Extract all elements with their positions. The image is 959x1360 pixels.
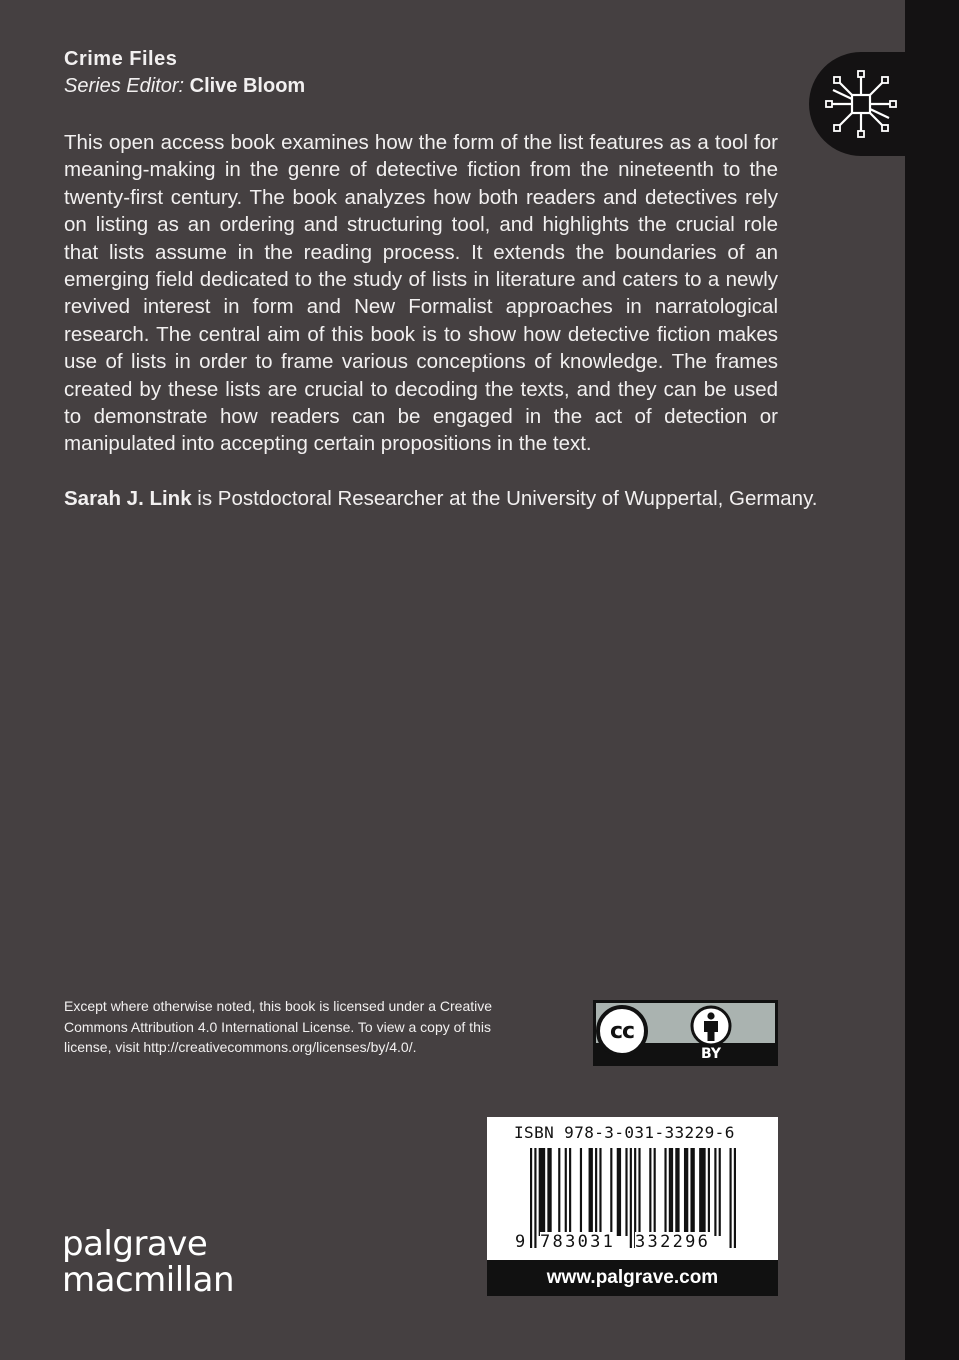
barcode-bar [617, 1148, 621, 1236]
cc-icon [596, 1005, 648, 1057]
attribution-person-icon [690, 1005, 732, 1047]
cc-symbol: cc [609, 1018, 635, 1044]
barcode-bar [649, 1148, 651, 1236]
barcode-bar [719, 1148, 721, 1236]
palgrave-logo-badge [809, 52, 909, 156]
series-editor-name: Clive Bloom [189, 75, 306, 97]
barcode-bar [595, 1148, 597, 1236]
author-bio-text: is Postdoctoral Researcher at the University of Wuppertal, Germany. [191, 487, 818, 510]
series-editor [64, 75, 305, 98]
barcode-bar [610, 1148, 612, 1236]
barcode-bar [708, 1148, 710, 1236]
publisher-website: www.palgrave.com [487, 1260, 778, 1296]
barcode-bar [565, 1148, 567, 1236]
barcode-bar [580, 1148, 582, 1236]
barcode-bar [539, 1148, 546, 1236]
ean-left-digits: 783031 [540, 1232, 616, 1252]
ean-first-digit: 9 [515, 1232, 526, 1252]
barcode-bar [547, 1148, 551, 1236]
barcode-bar [654, 1148, 656, 1236]
barcode-bar [534, 1148, 536, 1248]
barcode-bar [714, 1148, 716, 1236]
barcode-bar [699, 1148, 706, 1236]
barcode-bar [558, 1148, 560, 1236]
barcode-bar [729, 1148, 731, 1248]
barcode-bar [530, 1148, 532, 1248]
book-spine [905, 0, 959, 1360]
barcode-bar [589, 1148, 593, 1236]
barcode-bar [664, 1148, 666, 1236]
series-title: Crime Files [64, 48, 178, 70]
by-label: BY [700, 1046, 722, 1062]
barcode-bar [734, 1148, 736, 1248]
network-node-icon [823, 66, 899, 142]
publisher-logo [62, 1226, 234, 1298]
book-description: This open access book examines how the form of the list features as a tool for meaning-making in the genre of detective fiction from the nineteenth to the twenty-first century. The book analyzes how both readers and detectives rely on listing as an ordering and structuring tool, and highlights the crucial role that lists assume in the reading process. It extends the boundaries of an emerging field dedicated to the study of lists in literature and caters to a newly revived interest in form and New Formalist approaches in narratological research. The central aim of this book is to show how detective fiction makes use of lists in order to frame various conceptions of knowledge. The frames created by these lists are crucial to decoding the texts, and they can be used to demonstrate how readers can be engaged in the act of detection or manipulated into accepting certain propositions in the text. [64, 131, 778, 456]
cc-by-badge [593, 1000, 778, 1066]
barcode-bar [630, 1148, 632, 1248]
isbn-number: ISBN 978-3-031-33229-6 [514, 1123, 735, 1142]
barcode-bar [684, 1148, 688, 1236]
isbn-barcode-box [487, 1117, 778, 1260]
barcode-bar [675, 1148, 679, 1236]
barcode-bar [569, 1148, 571, 1236]
barcode-bar [638, 1148, 640, 1236]
barcode-bar [690, 1148, 694, 1236]
series-editor-label: Series Editor: [64, 75, 185, 97]
ean-right-digits: 332296 [635, 1232, 711, 1252]
license-notice: Except where otherwise noted, this book is licensed under a Creative Commons Attribution 4.0 International License. To view a copy of this license, visit http://creativecommons.org/licenses/by/4.0/. [64, 998, 493, 1055]
barcode-bar [599, 1148, 601, 1236]
author-bio [64, 485, 818, 512]
barcode-bar [625, 1148, 627, 1236]
publisher-name-line1: palgrave [62, 1224, 208, 1264]
publisher-name-line2: macmillan [62, 1260, 234, 1300]
barcode-bar [669, 1148, 673, 1236]
author-name: Sarah J. Link [64, 487, 192, 510]
